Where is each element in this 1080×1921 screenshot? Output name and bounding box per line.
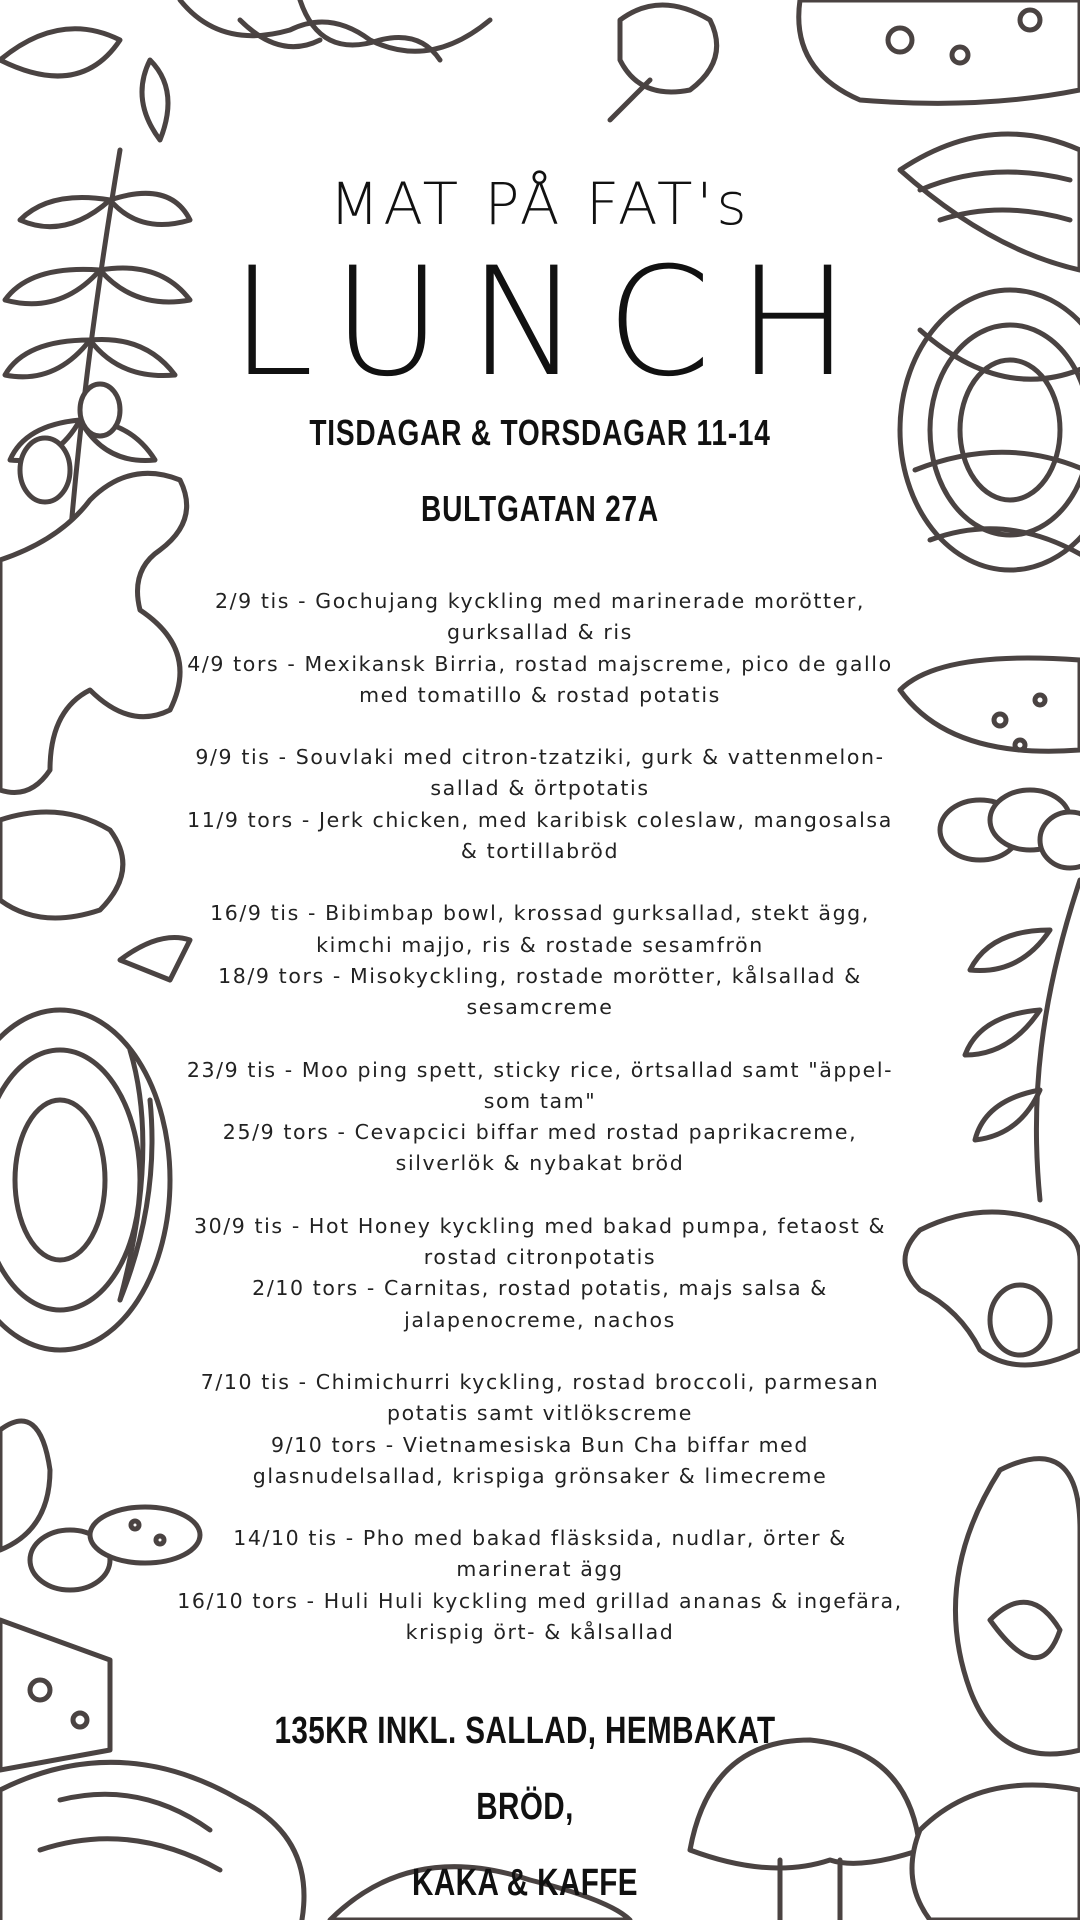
- menu-item: 23/9 tis - Moo ping spett, sticky rice, örtsallad samt "äppel-som tam": [186, 1057, 894, 1113]
- menu-week: [175, 1055, 905, 1180]
- page-title: LUNCH: [230, 236, 876, 410]
- menu-week: [175, 1211, 905, 1336]
- cheese-left-icon: [0, 1620, 110, 1770]
- opening-days: TISDAGAR & TORSDAGAR 11-14: [309, 412, 771, 453]
- menu-week: [175, 586, 905, 711]
- menu-item: 11/9 tors - Jerk chicken, med karibisk coleslaw, mangosalsa & tortillabröd: [187, 807, 893, 864]
- menu-item: 9/9 tis - Souvlaki med citron-tzatziki, gurk & vattenmelon-sallad & örtpotatis: [195, 745, 885, 801]
- pasta-nest-right-icon: [900, 134, 1080, 570]
- brand-name: MAT PÅ FAT's: [329, 170, 751, 238]
- menu-week: [175, 1523, 905, 1648]
- menu-item: 4/9 tors - Mexikansk Birria, rostad majscreme, pico de gallo med tomatillo & rostad potatis: [187, 651, 893, 707]
- ginger-right-icon: [905, 1212, 1080, 1365]
- sausage-right-icon: [900, 658, 1080, 868]
- price-line: 135KR INKL. SALLAD, HEMBAKAT BRÖD,: [274, 1710, 776, 1828]
- menu-item: 16/10 tors - Huli Huli kyckling med grillad ananas & ingefära, krispig ört- & kålsallad: [177, 1588, 903, 1645]
- garlic-right-icon: [955, 1459, 1080, 1754]
- sausage-slices-left-icon: [0, 1421, 200, 1590]
- price-line: KAKA & KAFFE: [412, 1862, 638, 1904]
- menu-week: [175, 898, 905, 1023]
- pasta-nest-left-icon: [0, 938, 190, 1351]
- menu-item: 30/9 tis - Hot Honey kyckling med bakad pumpa, fetaost & rostad citronpotatis: [193, 1213, 887, 1270]
- menu-item: 16/9 tis - Bibimbap bowl, krossad gurksallad, stekt ägg, kimchi majjo, ris & rostade sesamfrön: [210, 901, 870, 957]
- menu-item: 25/9 tors - Cevapcici biffar med rostad paprikacreme, silverlök & nybakat bröd: [222, 1120, 858, 1176]
- herb-branch-right-icon: [965, 880, 1080, 1200]
- ginger-left-icon: [0, 473, 187, 918]
- menu-item: 2/9 tis - Gochujang kyckling med marinerade morötter, gurksallad & ris: [214, 589, 866, 645]
- top-foliage-icon: [0, 0, 1080, 140]
- menu-item: 18/9 tors - Misokyckling, rostade morötter, kålsallad & sesamcreme: [218, 963, 862, 1020]
- price-info: [252, 1693, 798, 1921]
- menu-item: 7/10 tis - Chimichurri kyckling, rostad broccoli, parmesan potatis samt vitlökscreme: [200, 1369, 880, 1426]
- menu-item: 2/10 tors - Carnitas, rostad potatis, majs salsa & jalapenocreme, nachos: [252, 1276, 828, 1332]
- menu-week: [175, 742, 905, 867]
- address: BULTGATAN 27A: [421, 488, 659, 529]
- menu-item: 14/10 tis - Pho med bakad fläsksida, nudlar, örter & marinerat ägg: [233, 1526, 847, 1582]
- menu-week: [175, 1367, 905, 1492]
- menu-list: [175, 586, 905, 1679]
- menu-item: 9/10 tors - Vietnamesiska Bun Cha biffar med glasnudelsallad, krispiga grönsaker & limecreme: [252, 1432, 828, 1488]
